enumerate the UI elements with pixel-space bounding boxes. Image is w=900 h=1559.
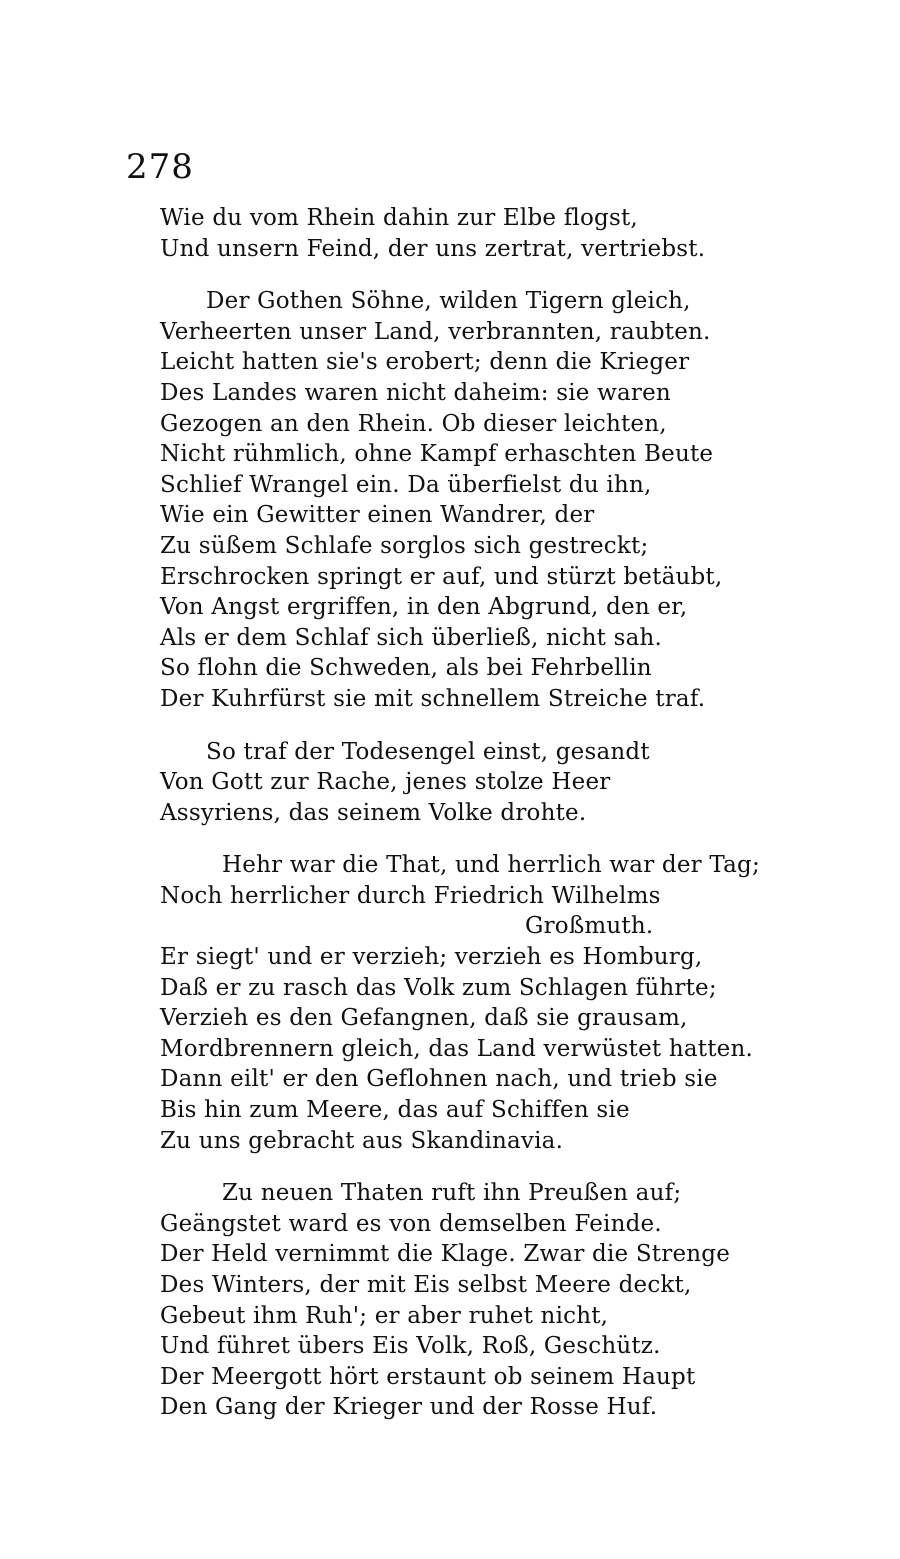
stanza-4	[160, 850, 800, 1156]
verse-line: Assyriens, das seinem Volke drohte.	[160, 799, 587, 826]
page-number: 278	[126, 147, 194, 187]
verse-line: Des Winters, der mit Eis selbst Meere deckt,	[160, 1272, 692, 1298]
verse-line: Zu süßem Schlafe sorglos sich gestreckt;	[160, 532, 649, 559]
verse-line: Verzieh es den Gefangnen, daß sie grausam,	[160, 1005, 688, 1032]
verse-line: Noch herrlicher durch Friedrich Wilhelms	[160, 882, 661, 909]
verse-line: Zu uns gebracht aus Skandinavia.	[160, 1127, 564, 1154]
verse-line: Des Landes waren nicht daheim: sie waren	[160, 379, 671, 406]
verse-line: Leicht hatten sie's erobert; denn die Krieger	[160, 349, 690, 376]
verse-line: So flohn die Schweden, als bei Fehrbellin	[160, 655, 652, 682]
verse-line: Und führet übers Eis Volk, Roß, Geschütz.	[160, 1333, 661, 1360]
verse-line: Als er dem Schlaf sich überließ, nicht sah.	[160, 624, 663, 651]
stanza-5	[160, 1178, 800, 1423]
verse-line: Den Gang der Krieger und der Rosse Huf.	[160, 1394, 658, 1421]
verse-line: So traf der Todesengel einst, gesandt	[206, 738, 650, 765]
verse-line: Bis hin zum Meere, das auf Schiffen sie	[160, 1097, 630, 1124]
verse-line: Der Gothen Söhne, wilden Tigern gleich,	[206, 288, 691, 315]
verse-line: Nicht rühmlich, ohne Kampf erhaschten Beute	[160, 441, 714, 468]
verse-line: Der Held vernimmt die Klage. Zwar die Strenge	[160, 1241, 731, 1268]
verse-line: Hehr war die That, und herrlich war der Tag;	[222, 852, 760, 879]
verse-line: Wie du vom Rhein dahin zur Elbe flogst,	[160, 205, 638, 231]
verse-line: Dann eilt' er den Geflohnen nach, und trieb sie	[160, 1066, 718, 1093]
verse-line: Verheerten unser Land, verbrannten, raubten.	[160, 318, 711, 345]
verse-line: Geängstet ward es von demselben Feinde.	[160, 1210, 662, 1237]
stanza-3	[160, 737, 800, 829]
poem-body	[160, 203, 800, 1445]
verse-line: Von Angst ergriffen, in den Abgrund, den er,	[160, 594, 688, 621]
verse-line: Und unsern Feind, der uns zertrat, vertriebst.	[160, 235, 706, 262]
stanza-1	[160, 203, 800, 264]
verse-line: Daß er zu rasch das Volk zum Schlagen führte;	[160, 974, 717, 1001]
verse-line: Gebeut ihm Ruh'; er aber ruhet nicht,	[160, 1302, 609, 1329]
verse-line: Erschrocken springt er auf, und stürzt betäubt,	[160, 563, 723, 590]
stanza-2	[160, 286, 800, 714]
verse-line: Der Meergott hört erstaunt ob seinem Haupt	[160, 1363, 696, 1390]
verse-line-continuation: Großmuth.	[525, 913, 654, 940]
verse-line: Schlief Wrangel ein. Da überfielst du ihn,	[160, 471, 652, 498]
verse-line: Gezogen an den Rhein. Ob dieser leichten,	[160, 410, 667, 437]
verse-line: Von Gott zur Rache, jenes stolze Heer	[160, 769, 611, 796]
verse-line: Er siegt' und er verzieh; verzieh es Homburg,	[160, 944, 703, 971]
verse-line: Mordbrennern gleich, das Land verwüstet hatten.	[160, 1035, 754, 1062]
verse-line: Zu neuen Thaten ruft ihn Preußen auf;	[222, 1180, 682, 1207]
verse-line: Der Kuhrfürst sie mit schnellem Streiche traf.	[160, 685, 706, 712]
verse-line: Wie ein Gewitter einen Wandrer, der	[160, 502, 595, 529]
